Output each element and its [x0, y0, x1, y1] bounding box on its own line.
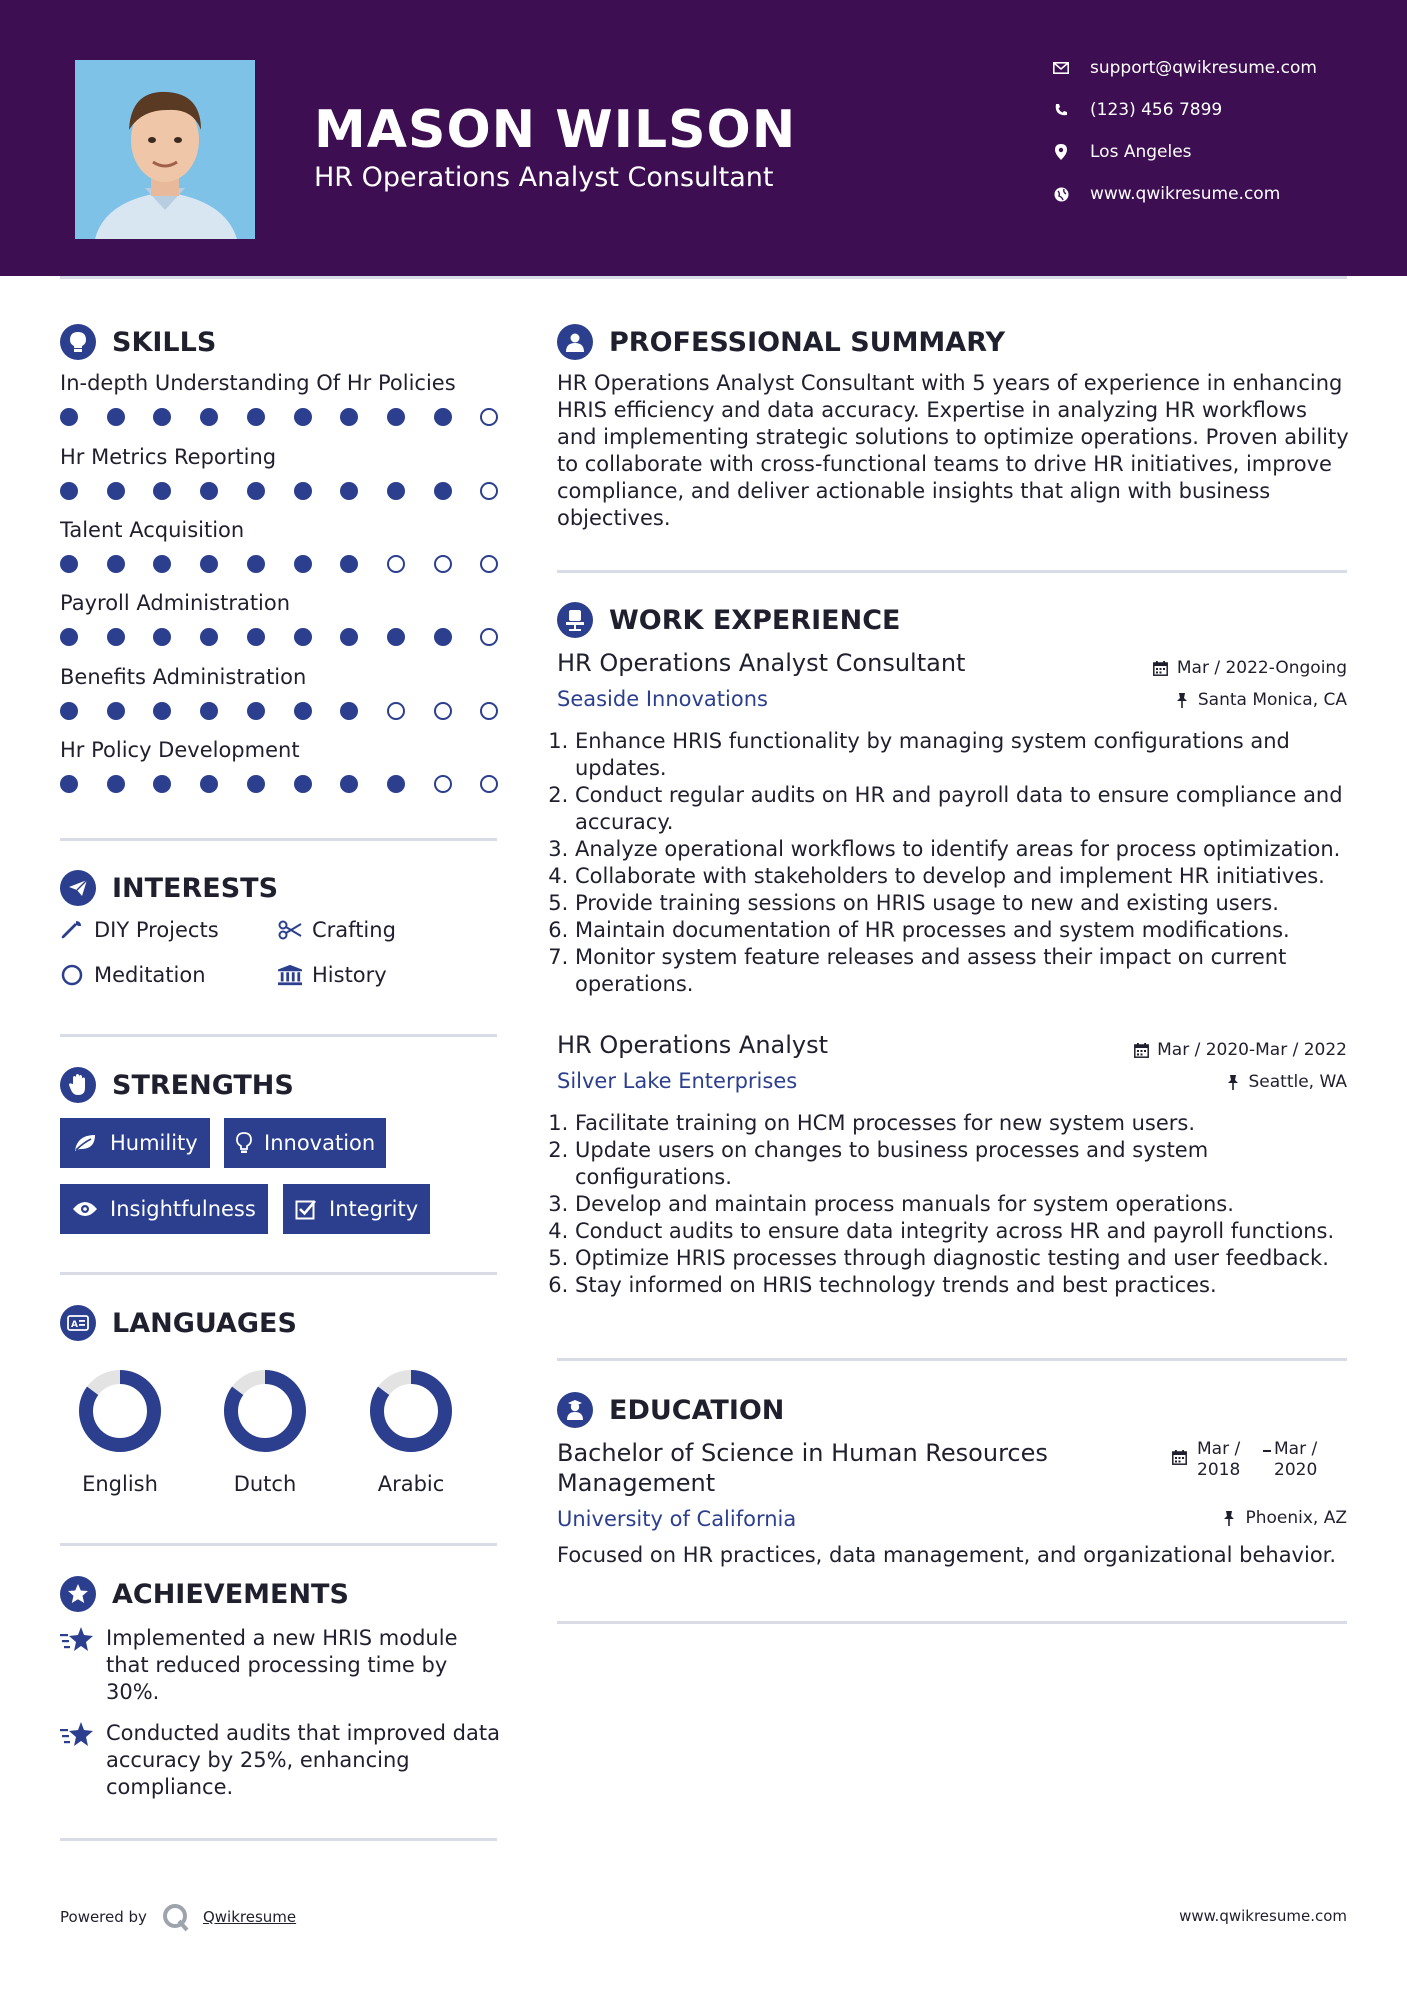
language-card-icon — [60, 1305, 96, 1341]
check-square-icon — [295, 1197, 317, 1221]
skill-dot-filled — [107, 775, 125, 793]
skill-dot-filled — [340, 482, 358, 500]
contact-email-text: support@qwikresume.com — [1090, 58, 1317, 78]
education-school: University of California — [557, 1507, 797, 1531]
leaf-icon — [72, 1131, 98, 1155]
skill-dot-filled — [247, 702, 265, 720]
summary-heading: PROFESSIONAL SUMMARY — [557, 324, 1005, 360]
skill-dot-filled — [294, 702, 312, 720]
chair-icon — [557, 602, 593, 638]
job-dates: Mar / 2022-Ongoing — [1153, 658, 1347, 678]
skill-dot-filled — [107, 702, 125, 720]
skill-dot-filled — [247, 775, 265, 793]
job-duties — [557, 728, 1357, 998]
contact-location — [1050, 142, 1192, 162]
pushpin-icon — [1221, 1510, 1237, 1526]
skill-dot-filled — [247, 482, 265, 500]
duty-item: 2. Conduct regular audits on HR and payroll data to ensure compliance and accuracy. — [575, 782, 1357, 836]
duty-item: 5. Provide training sessions on HRIS usage to new and existing users. — [575, 890, 1357, 917]
skill-rating — [60, 627, 500, 647]
skill-dot-filled — [200, 482, 218, 500]
eye-icon — [72, 1197, 98, 1221]
qwikresume-link[interactable]: Qwikresume — [202, 1908, 297, 1926]
header-divider — [60, 276, 1347, 279]
strength-badge: Innovation — [224, 1118, 386, 1168]
user-icon — [557, 324, 593, 360]
section-divider — [60, 1838, 497, 1841]
lightbulb-icon — [60, 324, 96, 360]
skill-name: Payroll Administration — [60, 591, 291, 615]
skill-dot-filled — [153, 408, 171, 426]
skill-dot-filled — [294, 555, 312, 573]
skill-rating — [60, 407, 500, 427]
job-company: Seaside Innovations — [557, 687, 768, 711]
duty-item: 7. Monitor system feature releases and assess their impact on current operations. — [575, 944, 1357, 998]
calendar-icon — [1133, 1042, 1149, 1058]
skill-name: Talent Acquisition — [60, 518, 245, 542]
skill-dot-filled — [247, 408, 265, 426]
language-donut — [346, 1366, 476, 1456]
skill-dot-empty — [480, 775, 498, 793]
section-divider — [60, 1034, 497, 1037]
skill-dot-filled — [153, 702, 171, 720]
graduate-icon — [557, 1392, 593, 1428]
section-divider — [60, 1543, 497, 1546]
contact-location-text: Los Angeles — [1090, 142, 1192, 162]
interest-item: DIY Projects — [60, 918, 219, 942]
skill-dot-filled — [60, 555, 78, 573]
contact-phone-text: (123) 456 7899 — [1090, 100, 1223, 120]
star-badge-icon — [60, 1576, 96, 1612]
footer-powered-by — [60, 1902, 296, 1932]
calendar-icon — [1172, 1450, 1188, 1466]
skill-dot-filled — [60, 628, 78, 646]
contact-email[interactable] — [1050, 58, 1317, 78]
section-divider — [557, 570, 1347, 573]
interests-heading: INTERESTS — [60, 870, 278, 906]
education-end-date: Mar / 2020 — [1274, 1439, 1318, 1480]
language-label: Arabic — [377, 1472, 445, 1496]
contact-website[interactable] — [1050, 184, 1280, 204]
education-location: Phoenix, AZ — [1221, 1508, 1347, 1528]
skill-dot-filled — [107, 408, 125, 426]
language-donut — [55, 1366, 185, 1456]
skill-dot-empty — [480, 482, 498, 500]
pushpin-icon — [1174, 692, 1190, 708]
skill-name: Hr Policy Development — [60, 738, 300, 762]
strengths-heading: STRENGTHS — [60, 1067, 294, 1103]
duty-item: 3. Analyze operational workflows to identify areas for process optimization. — [575, 836, 1357, 863]
skill-dot-filled — [387, 482, 405, 500]
job-location: Santa Monica, CA — [1174, 690, 1347, 710]
skill-rating — [60, 774, 500, 794]
skill-dot-filled — [153, 775, 171, 793]
footer-website[interactable]: www.qwikresume.com — [1179, 1907, 1347, 1925]
skill-dot-empty — [434, 775, 452, 793]
skill-dot-filled — [247, 628, 265, 646]
calendar-icon — [1153, 660, 1169, 676]
globe-icon — [1050, 184, 1072, 204]
skill-dot-empty — [480, 555, 498, 573]
skill-dot-filled — [294, 628, 312, 646]
skill-dot-filled — [387, 775, 405, 793]
duty-item: 2. Update users on changes to business processes and system configurations. — [575, 1137, 1357, 1191]
skill-dot-filled — [200, 555, 218, 573]
section-divider — [557, 1621, 1347, 1624]
skill-dot-filled — [60, 775, 78, 793]
profile-photo — [75, 60, 255, 239]
achievement-item: Conducted audits that improved data accuracy by 25%, enhancing compliance. — [60, 1720, 500, 1801]
phone-icon — [1050, 100, 1072, 120]
skill-dot-filled — [387, 628, 405, 646]
skill-dot-filled — [434, 408, 452, 426]
powered-by-label: Powered by — [60, 1908, 147, 1926]
section-divider — [60, 1272, 497, 1275]
language-donut — [200, 1366, 330, 1456]
skill-name: Benefits Administration — [60, 665, 307, 689]
skill-dot-filled — [200, 408, 218, 426]
duty-item: 1. Facilitate training on HCM processes for new system users. — [575, 1110, 1357, 1137]
lightbulb-icon — [236, 1131, 252, 1155]
language-label: Dutch — [233, 1472, 297, 1496]
achievements-heading: ACHIEVEMENTS — [60, 1576, 349, 1612]
language-chart — [346, 1366, 476, 1456]
duty-item: 3. Develop and maintain process manuals for system operations. — [575, 1191, 1357, 1218]
summary-text: HR Operations Analyst Consultant with 5 years of experience in enhancing HRIS efficiency and data accuracy. Expertise in analyzing HR workflows and implementing strategic solutions to optimize operations. Proven ability to collaborate with cross-functional teams to drive HR initiatives, improve compliance, and deliver actionable insights that align with business objectives. — [557, 371, 1349, 530]
section-divider — [60, 838, 497, 841]
qwikresume-logo-icon — [161, 1902, 191, 1932]
interest-item: History — [278, 963, 387, 987]
skill-rating — [60, 701, 500, 721]
skill-dot-filled — [200, 628, 218, 646]
skill-rating — [60, 481, 500, 501]
language-label: English — [82, 1472, 158, 1496]
section-divider — [557, 1358, 1347, 1361]
skill-dot-empty — [480, 702, 498, 720]
skill-dot-filled — [107, 628, 125, 646]
strength-badge: Insightfulness — [60, 1184, 268, 1234]
skills-heading: SKILLS — [60, 324, 216, 360]
duty-item: 4. Collaborate with stakeholders to develop and implement HR initiatives. — [575, 863, 1357, 890]
skill-dot-filled — [247, 555, 265, 573]
skill-dot-filled — [153, 555, 171, 573]
interest-item: Crafting — [278, 918, 396, 942]
skill-dot-filled — [340, 555, 358, 573]
skill-dot-filled — [153, 628, 171, 646]
skill-dot-filled — [60, 408, 78, 426]
star-icon — [60, 1625, 94, 1655]
candidate-title: HR Operations Analyst Consultant — [314, 162, 774, 193]
skill-dot-filled — [200, 702, 218, 720]
skill-dot-empty — [480, 628, 498, 646]
skill-dot-empty — [387, 702, 405, 720]
duty-item: 5. Optimize HRIS processes through diagnostic testing and user feedback. — [575, 1245, 1357, 1272]
education-description: Focused on HR practices, data management, and organizational behavior. — [557, 1543, 1337, 1567]
envelope-icon — [1050, 58, 1072, 78]
strength-badge: Humility — [60, 1118, 210, 1168]
job-location: Seattle, WA — [1225, 1072, 1348, 1092]
date-separator — [1263, 1450, 1271, 1452]
skill-dot-filled — [153, 482, 171, 500]
job-dates: Mar / 2020-Mar / 2022 — [1133, 1040, 1347, 1060]
skill-dot-filled — [107, 482, 125, 500]
skill-dot-filled — [107, 555, 125, 573]
job-title: HR Operations Analyst — [557, 1031, 829, 1059]
wrench-icon — [60, 918, 84, 942]
candidate-name: MASON WILSON — [314, 100, 797, 160]
skill-dot-filled — [294, 408, 312, 426]
skill-dot-filled — [340, 628, 358, 646]
skill-dot-filled — [60, 702, 78, 720]
resume-header — [0, 0, 1407, 276]
achievement-item: Implemented a new HRIS module that reduced processing time by 30%. — [60, 1625, 500, 1706]
experience-heading: WORK EXPERIENCE — [557, 602, 900, 638]
scissors-icon — [278, 918, 302, 942]
circle-icon — [60, 963, 84, 987]
job-company: Silver Lake Enterprises — [557, 1069, 798, 1093]
education-start-date: Mar / 2018 — [1197, 1439, 1241, 1480]
job-duties — [557, 1110, 1357, 1299]
duty-item: 1. Enhance HRIS functionality by managing system configurations and updates. — [575, 728, 1357, 782]
skill-dot-filled — [434, 482, 452, 500]
language-chart — [200, 1366, 330, 1456]
interest-item: Meditation — [60, 963, 206, 987]
skill-dot-filled — [200, 775, 218, 793]
hand-icon — [60, 1067, 96, 1103]
svg-text:A: A — [71, 1320, 78, 1330]
skill-dot-empty — [387, 555, 405, 573]
duty-item: 4. Conduct audits to ensure data integrity across HR and payroll functions. — [575, 1218, 1357, 1245]
skill-dot-filled — [294, 482, 312, 500]
skill-name: In-depth Understanding Of Hr Policies — [60, 371, 456, 395]
pushpin-icon — [1225, 1074, 1241, 1090]
skill-dot-empty — [434, 555, 452, 573]
skill-dot-filled — [294, 775, 312, 793]
language-chart — [55, 1366, 185, 1456]
skill-dot-filled — [434, 628, 452, 646]
languages-heading: A LANGUAGES — [60, 1305, 297, 1341]
skill-dot-filled — [340, 702, 358, 720]
skill-dot-filled — [340, 775, 358, 793]
skill-rating — [60, 554, 500, 574]
star-icon — [60, 1720, 94, 1750]
contact-website-text: www.qwikresume.com — [1090, 184, 1281, 204]
strength-badge: Integrity — [283, 1184, 430, 1234]
skill-dot-filled — [340, 408, 358, 426]
degree-line-1: Bachelor of Science in Human Resources — [557, 1439, 1048, 1467]
education-heading: EDUCATION — [557, 1392, 784, 1428]
degree-line-2: Management — [557, 1469, 716, 1497]
paper-plane-icon — [60, 870, 96, 906]
job-title: HR Operations Analyst Consultant — [557, 649, 966, 677]
skill-dot-filled — [387, 408, 405, 426]
skill-dot-filled — [60, 482, 78, 500]
location-pin-icon — [1050, 142, 1072, 162]
museum-icon — [278, 963, 302, 987]
person-illustration — [75, 60, 255, 239]
skill-dot-empty — [480, 408, 498, 426]
skill-dot-empty — [434, 702, 452, 720]
skill-name: Hr Metrics Reporting — [60, 445, 277, 469]
contact-phone[interactable] — [1050, 100, 1222, 120]
duty-item: 6. Stay informed on HRIS technology trends and best practices. — [575, 1272, 1357, 1299]
duty-item: 6. Maintain documentation of HR processes and system modifications. — [575, 917, 1357, 944]
